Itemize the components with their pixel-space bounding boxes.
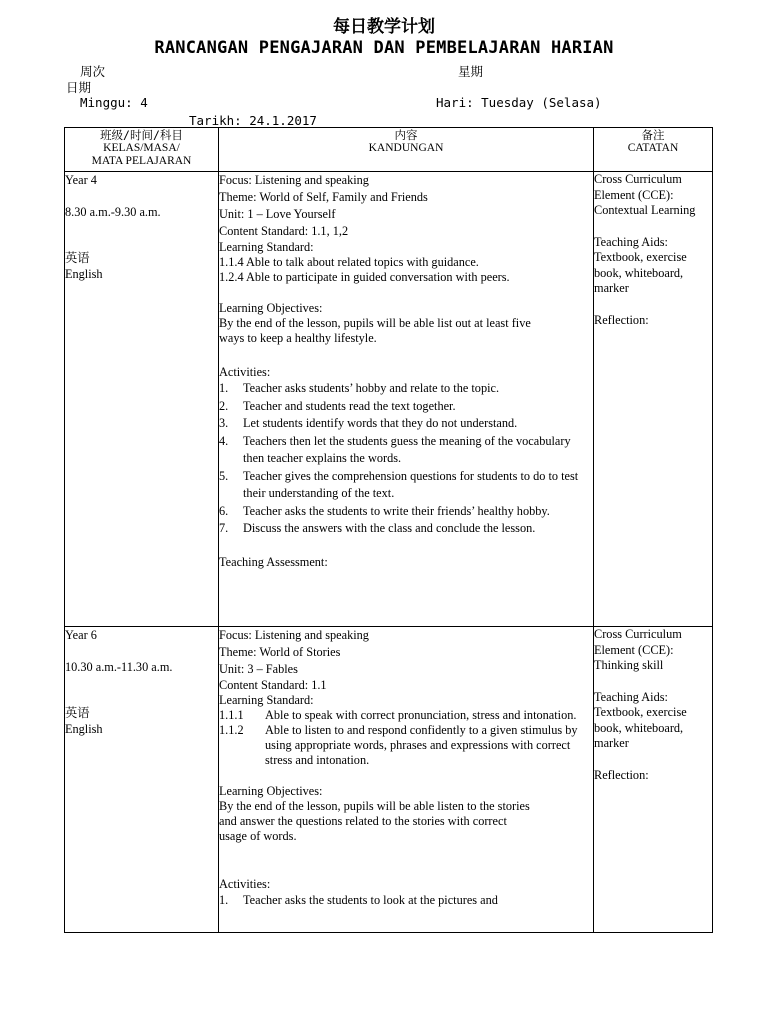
- lesson-plan-table: [64, 127, 713, 933]
- class-cell: [65, 627, 219, 933]
- teaching-assessment: Teaching Assessment:: [219, 554, 328, 569]
- cce-line: Thinking skill: [594, 658, 664, 672]
- header-notes-my: CATATAN: [627, 142, 679, 154]
- learning-standard-label: Learning Standard:: [219, 693, 314, 707]
- aids-line: marker: [594, 281, 629, 295]
- activity-item: 5. Teacher gives the comprehension questions for students to do to test their understanding of the text.: [219, 468, 579, 500]
- class-cell: [65, 172, 219, 627]
- activity-item: 2. Teacher and students read the text together.: [219, 398, 456, 413]
- header-content-my: KANDUNGAN: [368, 142, 444, 154]
- reflection: Reflection:: [594, 312, 649, 327]
- objectives-line: ways to keep a healthy lifestyle.: [219, 331, 377, 345]
- notes-cell: [594, 627, 713, 933]
- header-notes-cn: 备注: [641, 128, 665, 142]
- focus: Focus: Listening and speaking: [219, 173, 369, 187]
- table-row: [65, 627, 713, 933]
- unit: Unit: 3 – Fables: [219, 662, 298, 676]
- unit: Unit: 1 – Love Yourself: [219, 207, 336, 221]
- aids-line: Textbook, exercise: [594, 705, 687, 719]
- header-class-my: KELAS/MASA/: [103, 142, 180, 154]
- theme: Theme: World of Stories: [219, 645, 341, 659]
- activity-item: 1. Teacher asks students’ hobby and relate to the topic.: [219, 381, 500, 395]
- day-value: Hari: Tuesday (Selasa): [436, 95, 602, 110]
- activity-item: 7. Discuss the answers with the class and conclude the lesson.: [219, 521, 536, 535]
- aids-line: Teaching Aids:: [594, 234, 668, 249]
- day-label-cn: 星期: [458, 64, 484, 79]
- activities-label: Activities:: [219, 877, 271, 891]
- activity-item: 6. Teacher asks the students to write their friends’ healthy hobby.: [219, 503, 550, 518]
- learning-standard-item: 1.1.2 Able to listen to and respond confidently to a given stimulus by using appropriate words, phrases and expressions with correct stress and intonation.: [219, 723, 578, 767]
- week-value: Minggu: 4: [80, 95, 148, 110]
- header-content: [219, 128, 594, 172]
- subject: English: [65, 267, 103, 281]
- header-subject-my: MATA PELAJARAN: [91, 155, 192, 167]
- activity-item: 3. Let students identify words that they do not understand.: [219, 416, 518, 430]
- title-malay: RANCANGAN PENGAJARAN DAN PEMBELAJARAN HARIAN: [154, 38, 614, 58]
- title-chinese: 每日教学计划: [333, 17, 435, 37]
- class-time: 8.30 a.m.-9.30 a.m.: [65, 205, 161, 219]
- objectives-line: By the end of the lesson, pupils will be able listen to the stories: [219, 799, 530, 813]
- focus: Focus: Listening and speaking: [219, 628, 369, 642]
- week-label-cn: 周次: [80, 64, 106, 79]
- cce-line: Element (CCE):: [594, 642, 674, 657]
- cce-line: Cross Curriculum: [594, 172, 682, 186]
- subject: English: [65, 722, 103, 736]
- objectives-line: and answer the questions related to the stories with correct: [219, 814, 507, 828]
- header-class-cn: 班级/时间/科目: [100, 128, 183, 142]
- objectives-label: Learning Objectives:: [219, 301, 323, 315]
- activities-label: Activities:: [219, 365, 271, 379]
- learning-standard-item: 1.2.4 Able to participate in guided conversation with peers.: [219, 270, 510, 284]
- header-notes: [594, 128, 713, 172]
- content-cell: [219, 172, 594, 627]
- aids-line: book, whiteboard,: [594, 720, 684, 735]
- notes-cell: [594, 172, 713, 627]
- content-cell: [219, 627, 594, 933]
- header-content-cn: 内容: [394, 128, 418, 142]
- objectives-label: Learning Objectives:: [219, 784, 323, 798]
- learning-standard-label: Learning Standard:: [219, 240, 314, 254]
- activity-item: 1. Teacher asks the students to look at the pictures and: [219, 893, 498, 907]
- date-label-cn: 日期: [66, 80, 92, 95]
- header-class-time-subject: [65, 128, 219, 172]
- date-value: Tarikh: 24.1.2017: [189, 113, 317, 128]
- objectives-line: usage of words.: [219, 829, 297, 843]
- reflection: Reflection:: [594, 767, 649, 782]
- class-time: 10.30 a.m.-11.30 a.m.: [65, 660, 173, 674]
- cce-line: Contextual Learning: [594, 203, 696, 217]
- learning-standard-item: 1.1.1 Able to speak with correct pronunciation, stress and intonation.: [219, 708, 577, 722]
- aids-line: Textbook, exercise: [594, 250, 687, 264]
- learning-standard-item: 1.1.4 Able to talk about related topics with guidance.: [219, 255, 479, 269]
- cce-line: Cross Curriculum: [594, 627, 682, 641]
- activity-item: 4. Teachers then let the students guess the meaning of the vocabulary then teacher explains the words.: [219, 433, 571, 465]
- aids-line: marker: [594, 736, 629, 750]
- theme: Theme: World of Self, Family and Friends: [219, 190, 428, 204]
- objectives-line: By the end of the lesson, pupils will be able list out at least five: [219, 316, 531, 330]
- subject-cn: 英语: [65, 251, 90, 265]
- table-row: [65, 172, 713, 627]
- subject-cn: 英语: [65, 706, 90, 720]
- class-year: Year 6: [65, 628, 97, 642]
- table-header-row: [65, 128, 713, 172]
- content-standard: Content Standard: 1.1: [219, 678, 327, 692]
- content-standard: Content Standard: 1.1, 1,2: [219, 224, 349, 238]
- aids-line: Teaching Aids:: [594, 689, 668, 704]
- cce-line: Element (CCE):: [594, 187, 674, 202]
- class-year: Year 4: [65, 173, 97, 187]
- aids-line: book, whiteboard,: [594, 265, 684, 280]
